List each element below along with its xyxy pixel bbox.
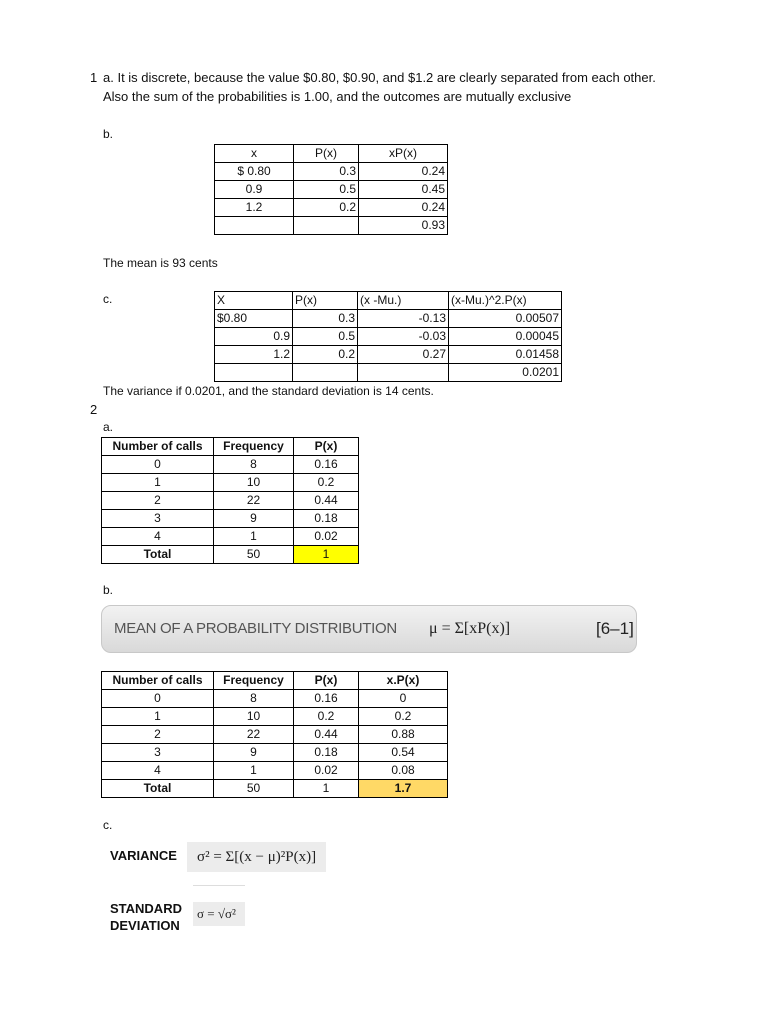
q2-c-label: c. (103, 818, 113, 832)
table-cell: 0.3 (294, 163, 359, 181)
table-cell: 1.2 (215, 346, 293, 364)
table-cell: Total (102, 546, 214, 564)
table-cell: 1 (294, 780, 359, 798)
mean-text: The mean is 93 cents (103, 256, 218, 270)
table-cell: 0.9 (215, 181, 294, 199)
q1-a-line1: a. It is discrete, because the value $0.80, $0.90, and $1.2 are clearly separated from each other. (103, 70, 656, 85)
table-total-row (102, 546, 359, 564)
sd-label-line1: STANDARD (110, 901, 182, 916)
table-row (102, 690, 448, 708)
table-cell: 0.16 (294, 456, 359, 474)
table-row (215, 217, 448, 235)
table-cell: 0.00507 (449, 310, 562, 328)
table-header: Number of calls (102, 672, 214, 690)
q1-table-b (214, 144, 448, 235)
table-cell: 0.44 (294, 492, 359, 510)
table-header: Frequency (214, 672, 294, 690)
table-cell: 3 (102, 510, 214, 528)
table-cell: 9 (214, 744, 294, 762)
highlighted-total-cell: 1 (294, 546, 359, 564)
banner-number: [6–1] (596, 619, 634, 638)
table-header: P(x) (294, 145, 359, 163)
table-cell: 0.88 (359, 726, 448, 744)
table-cell: 0.9 (215, 328, 293, 346)
table-cell: 0 (102, 456, 214, 474)
table-cell: 2 (102, 726, 214, 744)
table-cell: 0.5 (293, 328, 358, 346)
table-cell (293, 364, 358, 382)
table-cell: 8 (214, 456, 294, 474)
table-cell (215, 217, 294, 235)
table-total-row (102, 780, 448, 798)
q1-a-line2: Also the sum of the probabilities is 1.00, and the outcomes are mutually exclusive (103, 89, 572, 104)
table-row (215, 163, 448, 181)
table-header: (x-Mu.)^2.P(x) (449, 292, 562, 310)
table-cell: 0.00045 (449, 328, 562, 346)
highlighted-mean-cell: 1.7 (359, 780, 448, 798)
table-cell: 0.27 (358, 346, 449, 364)
banner-title: MEAN OF A PROBABILITY DISTRIBUTION (114, 620, 397, 637)
q2-table-a (101, 437, 359, 564)
table-cell: 4 (102, 762, 214, 780)
table-cell: 50 (214, 780, 294, 798)
table-cell: 0.02 (294, 762, 359, 780)
table-cell: $ 0.80 (215, 163, 294, 181)
table-row (102, 528, 359, 546)
table-row (215, 181, 448, 199)
table-header: P(x) (294, 672, 359, 690)
table-cell: 0.2 (293, 346, 358, 364)
table-cell: 3 (102, 744, 214, 762)
table-cell: 0.44 (294, 726, 359, 744)
table-cell: 9 (214, 510, 294, 528)
table-cell (294, 217, 359, 235)
table-cell: 1 (102, 708, 214, 726)
table-row (102, 726, 448, 744)
q1-table-c (214, 291, 562, 382)
table-header-row (215, 145, 448, 163)
q2-a-label: a. (103, 420, 114, 434)
table-cell: -0.13 (358, 310, 449, 328)
mean-formula-banner (101, 605, 637, 653)
table-row (215, 328, 562, 346)
question-number-2: 2 (90, 402, 98, 417)
table-cell: 0.02 (294, 528, 359, 546)
table-cell: 0.93 (359, 217, 448, 235)
table-cell: 8 (214, 690, 294, 708)
divider (193, 885, 245, 886)
table-cell: 0.16 (294, 690, 359, 708)
table-row (215, 364, 562, 382)
table-cell: 0.54 (359, 744, 448, 762)
table-header: Number of calls (102, 438, 214, 456)
table-cell: 0.08 (359, 762, 448, 780)
q2-b-label: b. (103, 583, 114, 597)
table-cell: 22 (214, 726, 294, 744)
table-header-row (102, 438, 359, 456)
table-cell: 0.24 (359, 163, 448, 181)
variance-label: VARIANCE (110, 848, 177, 863)
table-row (102, 708, 448, 726)
table-cell: 0.0201 (449, 364, 562, 382)
table-cell: 10 (214, 708, 294, 726)
table-cell: 1.2 (215, 199, 294, 217)
table-cell: 0 (359, 690, 448, 708)
table-cell (358, 364, 449, 382)
table-row (102, 744, 448, 762)
table-cell: 0.45 (359, 181, 448, 199)
table-cell: 0.2 (294, 708, 359, 726)
table-cell: 10 (214, 474, 294, 492)
table-cell: 0.2 (294, 199, 359, 217)
table-row (215, 310, 562, 328)
question-number-1: 1 (90, 70, 98, 85)
table-header-row (102, 672, 448, 690)
table-cell: 0.5 (294, 181, 359, 199)
table-row (102, 762, 448, 780)
table-cell: 0 (102, 690, 214, 708)
table-cell: 22 (214, 492, 294, 510)
table-cell: 0.24 (359, 199, 448, 217)
table-header-row (215, 292, 562, 310)
table-cell: 1 (214, 528, 294, 546)
q2-table-b (101, 671, 448, 798)
table-cell: 0.3 (293, 310, 358, 328)
q1-b-label: b. (103, 127, 114, 141)
table-header: Frequency (214, 438, 294, 456)
table-row (102, 492, 359, 510)
table-cell: $0.80 (215, 310, 293, 328)
table-cell: 0.18 (294, 744, 359, 762)
table-header: x (215, 145, 294, 163)
table-cell: 4 (102, 528, 214, 546)
table-row (215, 199, 448, 217)
banner-formula: μ = Σ[xP(x)] (429, 620, 511, 637)
table-header: x.P(x) (359, 672, 448, 690)
table-cell: 50 (214, 546, 294, 564)
table-header: X (215, 292, 293, 310)
table-row (215, 346, 562, 364)
table-header: P(x) (293, 292, 358, 310)
table-cell: 0.2 (359, 708, 448, 726)
table-cell: 0.01458 (449, 346, 562, 364)
table-cell: Total (102, 780, 214, 798)
table-row (102, 510, 359, 528)
variance-formula: σ² = Σ[(x − μ)²P(x)] (187, 842, 326, 872)
sd-formula: σ = √σ² (193, 902, 245, 926)
table-cell: 1 (102, 474, 214, 492)
table-cell: -0.03 (358, 328, 449, 346)
table-cell: 0.2 (294, 474, 359, 492)
sd-label-line2: DEVIATION (110, 918, 180, 933)
table-cell (215, 364, 293, 382)
table-cell: 2 (102, 492, 214, 510)
q1-c-label: c. (103, 292, 113, 306)
table-header: xP(x) (359, 145, 448, 163)
table-row (102, 474, 359, 492)
variance-text: The variance if 0.0201, and the standard deviation is 14 cents. (103, 384, 434, 398)
table-cell: 0.18 (294, 510, 359, 528)
table-header: P(x) (294, 438, 359, 456)
table-header: (x -Mu.) (358, 292, 449, 310)
table-row (102, 456, 359, 474)
table-cell: 1 (214, 762, 294, 780)
